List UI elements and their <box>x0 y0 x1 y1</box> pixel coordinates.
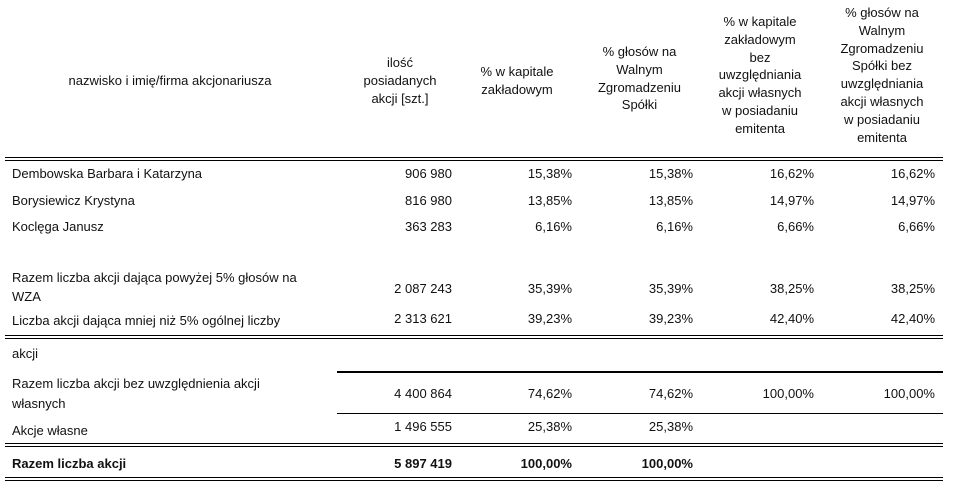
subtotal-divider <box>337 371 943 373</box>
row-pct-votes-ex: 14,97% <box>890 193 935 208</box>
row-pct-votes: 35,39% <box>648 281 693 296</box>
row-shares: 2 313 621 <box>394 311 452 326</box>
row-name: Razem liczba akcji <box>12 456 127 471</box>
col-header-pct-capital: % w kapitale zakładowym <box>480 64 554 97</box>
row-name: Koclęga Janusz <box>12 219 104 234</box>
row-pct-votes: 74,62% <box>648 386 693 401</box>
own-divider <box>337 413 943 414</box>
row-pct-capital-ex: 16,62% <box>769 166 814 181</box>
row-pct-votes: 25,38% <box>648 419 693 434</box>
row-pct-capital: 13,85% <box>527 193 572 208</box>
row-pct-votes: 100,00% <box>641 456 693 471</box>
col-header-pct-votes: % głosów na Walnym Zgromadzeniu Spółki <box>597 44 682 113</box>
row-pct-votes: 15,38% <box>648 166 693 181</box>
row-pct-votes-ex: 38,25% <box>890 281 935 296</box>
total-divider <box>5 443 943 444</box>
row-shares: 1 496 555 <box>394 419 452 434</box>
row-pct-capital-ex: 38,25% <box>769 281 814 296</box>
section-divider-2 <box>5 338 943 339</box>
col-header-shares: ilość posiadanych akcji [szt.] <box>363 55 437 106</box>
row-shares: 5 897 419 <box>394 456 452 471</box>
col-header-pct-votes-ex: % głosów na Walnym Zgromadzeniu Spółki bez uwzględniania akcji własnych w posiadaniu emitenta <box>840 5 924 145</box>
row-name-line2: własnych <box>12 396 66 411</box>
row-pct-votes: 6,16% <box>656 219 693 234</box>
row-pct-votes-ex: 100,00% <box>883 386 935 401</box>
row-name-line2: WZA <box>12 289 41 304</box>
row-name-line1: Razem liczba akcji dająca powyżej 5% głosów na <box>12 270 297 285</box>
row-name-line1: Razem liczba akcji bez uwzględnienia akcji <box>12 376 260 391</box>
row-shares: 2 087 243 <box>394 281 452 296</box>
row-pct-capital: 6,16% <box>535 219 572 234</box>
row-pct-capital-ex: 42,40% <box>769 311 814 326</box>
section-divider <box>5 335 943 336</box>
col-header-name: nazwisko i imię/firma akcjonariusza <box>68 73 272 88</box>
row-name: Borysiewicz Krystyna <box>12 193 135 208</box>
row-pct-votes: 39,23% <box>648 311 693 326</box>
row-pct-votes-ex: 42,40% <box>890 311 935 326</box>
total-divider-2 <box>5 446 943 447</box>
row-name-line2: akcji <box>12 346 39 361</box>
bottom-border <box>5 477 943 478</box>
row-shares: 816 980 <box>405 193 452 208</box>
row-pct-capital: 35,39% <box>527 281 572 296</box>
row-pct-votes-ex: 6,66% <box>898 219 935 234</box>
row-pct-votes-ex: 16,62% <box>890 166 935 181</box>
row-pct-capital: 74,62% <box>527 386 572 401</box>
row-name: Dembowska Barbara i Katarzyna <box>12 166 203 181</box>
header-divider <box>5 157 943 158</box>
col-header-pct-capital-ex: % w kapitale zakładowym bez uwzględniania akcji własnych w posiadaniu emitenta <box>718 14 802 136</box>
row-pct-capital-ex: 6,66% <box>777 219 814 234</box>
row-pct-capital-ex: 100,00% <box>762 386 814 401</box>
row-pct-capital: 39,23% <box>527 311 572 326</box>
row-shares: 906 980 <box>405 166 452 181</box>
row-pct-capital: 15,38% <box>527 166 572 181</box>
row-pct-capital: 25,38% <box>527 419 572 434</box>
row-shares: 4 400 864 <box>394 386 452 401</box>
row-pct-votes: 13,85% <box>648 193 693 208</box>
row-name-line1: Liczba akcji dająca mniej niż 5% ogólnej liczby <box>12 313 281 328</box>
row-pct-capital-ex: 14,97% <box>769 193 814 208</box>
header-divider-2 <box>5 160 943 161</box>
row-shares: 363 283 <box>405 219 452 234</box>
row-name: Akcje własne <box>12 423 88 438</box>
row-pct-capital: 100,00% <box>520 456 572 471</box>
bottom-border-2 <box>5 480 943 481</box>
